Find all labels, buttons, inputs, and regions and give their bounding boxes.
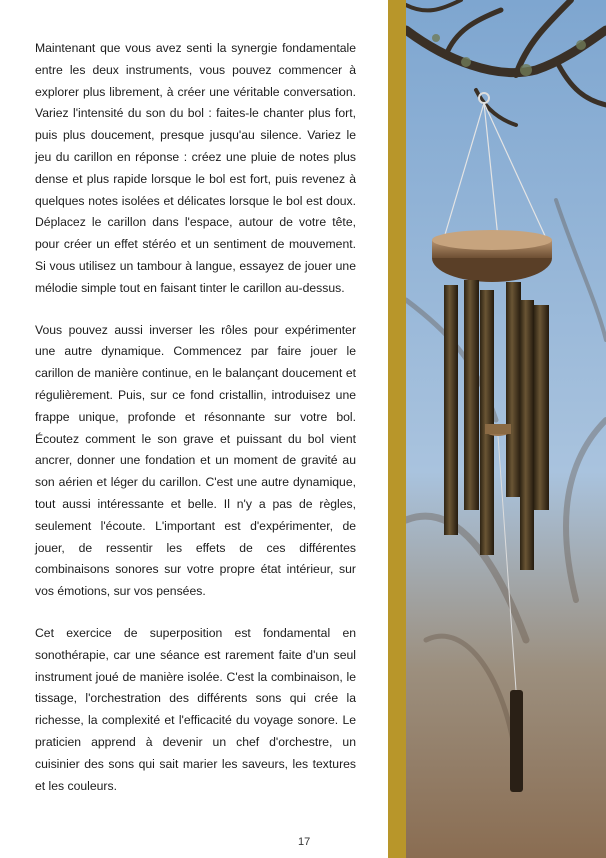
gold-divider-band	[388, 0, 406, 858]
wind-chime-photo	[406, 0, 606, 858]
paragraph-1: Maintenant que vous avez senti la synergie fondamentale entre les deux instruments, vous pouvez commencer à explorer plus librement, à créer une véritable conversation. Variez l'intensité du son du bol : faites-le chanter plus fort, puis plus doucement, presque jusqu'au silence. Variez le jeu du carillon en réponse : créez une pluie de notes plus dense et plus rapide lorsque le bol est fort, puis revenez à quelques notes isolées et délicates lorsque le bol est doux. Déplacez le carillon dans l'espace, autour de votre tête, pour créer un effet stéréo et un sentiment de mouvement. Si vous utilisez un tambour à langue, essayez de jouer une mélodie simple tout en faisant tinter le carillon au-dessus.	[35, 41, 356, 295]
paragraph-2: Vous pouvez aussi inverser les rôles pour expérimenter une autre dynamique. Commencez par faire jouer le carillon de manière continue, en le balançant doucement et régulièrement. Puis, sur ce fond cristallin, introduisez une frappe unique, profonde et résonnante sur votre bol. Écoutez comment le son grave et puissant du bol vient ancrer, donner une fondation et un moment de gravité au son aérien et léger du carillon. C'est une autre dynamique, tout aussi intéressante et belle. Il n'y a pas de règles, seulement l'écoute. L'important est d'expérimenter, de jouer, de ressentir les effets de ces différentes combinaisons sonores sur votre propre état intérieur, sur vos émotions, sur vos pensées.	[35, 322, 356, 599]
body-text	[35, 38, 356, 817]
page-number: 17	[298, 836, 311, 848]
paragraph-3: Cet exercice de superposition est fondamental en sonothérapie, car une séance est rarement faite d'un seul instrument joué de manière isolée. C'est la combinaison, le tissage, l'orchestration des différents sons qui crée la richesse, la complexité et l'efficacité du voyage sonore. Le praticien apprend à devenir un chef d'orchestre, un cuisinier des sons qui sait marier les saveurs, les textures et les couleurs.	[35, 625, 356, 793]
